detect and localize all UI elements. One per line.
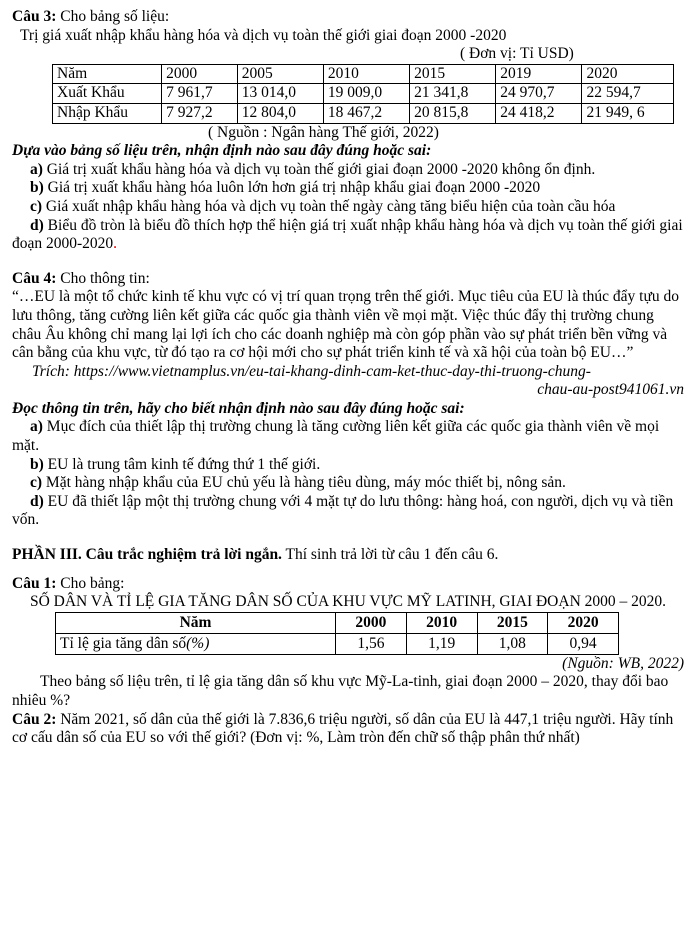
table-row — [56, 633, 619, 654]
table-cell: 7 961,7 — [162, 84, 238, 104]
document-page — [12, 8, 684, 748]
table-cell: 21 949, 6 — [582, 103, 674, 123]
q3-source: ( Nguồn : Ngân hàng Thế giới, 2022) — [208, 123, 439, 141]
table-cell: Xuất Khẩu — [53, 84, 162, 104]
table-cell: 18 467,2 — [323, 103, 409, 123]
table-cell: 2019 — [496, 64, 582, 84]
table-cell: 2000 — [162, 64, 238, 84]
table-cell: 2005 — [237, 64, 323, 84]
table-cell: 13 014,0 — [237, 84, 323, 104]
table-header-cell: 2015 — [477, 612, 548, 633]
q3-heading: Câu 3: Cho bảng số liệu: — [12, 8, 170, 25]
table-header-cell: 2000 — [336, 612, 407, 633]
q3-option-c: c) Giá xuất nhập khẩu hàng hóa và dịch vụ toàn thế ngày càng tăng biểu hiện của toàn cầu hóa — [30, 197, 616, 215]
table-cell: 20 815,8 — [410, 103, 496, 123]
q3-option-a: a) Giá trị xuất khẩu hàng hóa và dịch vụ toàn thế giới giai đoạn 2000 -2020 không ổn định. — [30, 160, 596, 178]
table-cell: 12 804,0 — [237, 103, 323, 123]
table-cell: 1,08 — [477, 633, 548, 654]
q4-quote: “…EU là một tổ chức kinh tế khu vực có vị trí quan trọng trên thế giới. Mục tiêu của EU là thúc đẩy tựu do lưu thông, tăng cường liên kết giữa các quốc gia thành viên về mọi mặt. Việc thúc đẩy thị trường chung châu Âu không chỉ mang lại lợi ích cho các doanh nghiệp mà còn góp phần vào sự phát triển bền vững và cân bằng của khu vực, từ đó tạo ra cơ hội mới cho sự phát triển kinh tế và xã hội của toàn bộ EU…” — [12, 288, 680, 362]
q3-prompt: Dựa vào bảng số liệu trên, nhận định nào sau đây đúng hoặc sai: — [12, 142, 432, 160]
table-cell: 24 418,2 — [496, 103, 582, 123]
s1-table-title: SỐ DÂN VÀ TỈ LỆ GIA TĂNG DÂN SỐ CỦA KHU VỰC MỸ LATINH, GIAI ĐOẠN 2000 – 2020. — [29, 593, 667, 611]
table-cell: 21 341,8 — [410, 84, 496, 104]
table-header-cell: 2020 — [548, 612, 619, 633]
q4-option-a: a) Mục đích của thiết lập thị trường chung là tăng cường liên kết giữa các quốc gia thành viên về mọi mặt. — [12, 418, 660, 455]
table-cell: 7 927,2 — [162, 103, 238, 123]
q4-option-b: b) EU là trung tâm kinh tế đứng thứ 1 thế giới. — [30, 455, 321, 473]
part3-heading: PHẦN III. Câu trắc nghiệm trả lời ngắn. Thí sinh trả lời từ câu 1 đến câu 6. — [12, 546, 499, 564]
export-import-table — [52, 64, 674, 124]
table-cell: 1,19 — [406, 633, 477, 654]
q3-table-title: Trị giá xuất nhập khẩu hàng hóa và dịch vụ toàn thế giới giai đoạn 2000 -2020 — [20, 26, 507, 44]
q3-option-b: b) Giá trị xuất khẩu hàng hóa luôn lớn hơn giá trị nhập khẩu giai đoạn 2000 -2020 — [30, 179, 541, 197]
table-cell: Tỉ lệ gia tăng dân số(%) — [56, 633, 336, 654]
table-row — [53, 103, 674, 123]
table-cell: 22 594,7 — [582, 84, 674, 104]
q4-heading: Câu 4: Cho thông tin: — [12, 269, 150, 287]
table-row — [56, 612, 619, 633]
q4-citation-line1: Trích: https://www.vietnamplus.vn/eu-tai-khang-dinh-cam-ket-thuc-day-thi-truong-chung- — [32, 362, 591, 380]
table-cell: 0,94 — [548, 633, 619, 654]
q4-option-d: d) EU đã thiết lập một thị trường chung với 4 mặt tự do lưu thông: hàng hoá, con người, dịch vụ và tiền vốn. — [12, 492, 674, 529]
table-header-cell: Năm — [56, 612, 336, 633]
table-cell: 2010 — [323, 64, 409, 84]
table-cell: Nhập Khẩu — [53, 103, 162, 123]
q3-option-d: d) Biểu đồ tròn là biểu đồ thích hợp thể hiện giá trị xuất nhập khẩu hàng hóa và dịch vụ toàn thế giới giai đoạn 2000-2020. — [12, 216, 683, 253]
table-cell: Năm — [53, 64, 162, 84]
table-cell: 2015 — [410, 64, 496, 84]
table-cell: 24 970,7 — [496, 84, 582, 104]
table-cell: 2020 — [582, 64, 674, 84]
population-growth-table — [55, 612, 619, 655]
table-cell: 1,56 — [336, 633, 407, 654]
table-cell: 19 009,0 — [323, 84, 409, 104]
q4-prompt: Đọc thông tin trên, hãy cho biết nhận định nào sau đây đúng hoặc sai: — [12, 399, 465, 417]
table-row — [53, 84, 674, 104]
table-row — [53, 64, 674, 84]
s1-heading: Câu 1: Cho bảng: — [12, 574, 125, 592]
s1-question: Theo bảng số liệu trên, tỉ lệ gia tăng dân số khu vực Mỹ-La-tinh, giai đoạn 2000 – 2020, thay đổi bao nhiêu %? — [12, 673, 669, 709]
s1-source: (Nguồn: WB, 2022) — [562, 654, 684, 672]
table-header-cell: 2010 — [406, 612, 477, 633]
q4-citation-line2: chau-au-post941061.vn — [537, 381, 684, 399]
s2-question: Câu 2: Năm 2021, số dân của thế giới là 7.836,6 triệu người, số dân của EU là 447,1 triệu người. Hãy tính cơ cấu dân số của EU so với thế giới? (Đơn vị: %, Làm tròn đến chữ số thập phân thứ nhất) — [12, 710, 674, 747]
q3-unit: ( Đơn vị: Tỉ USD) — [460, 45, 574, 63]
q4-option-c: c) Mặt hàng nhập khẩu của EU chủ yếu là hàng tiêu dùng, máy móc thiết bị, nông sản. — [30, 474, 566, 492]
